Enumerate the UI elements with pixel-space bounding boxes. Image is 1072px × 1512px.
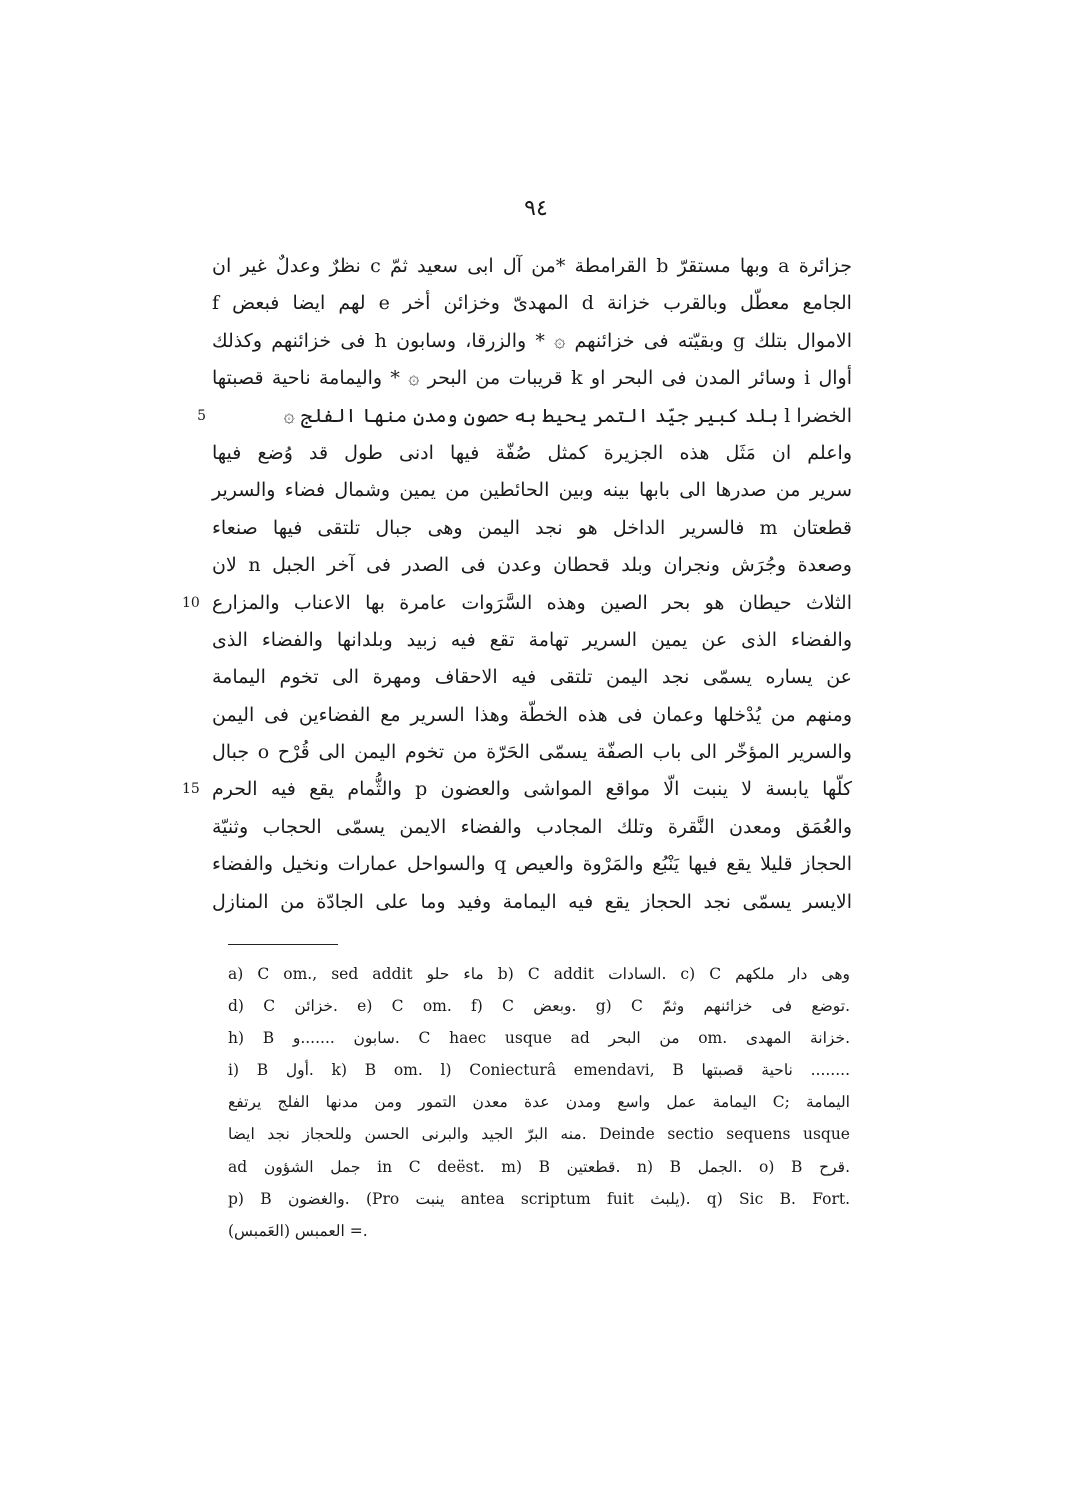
text-line (212, 697, 852, 734)
text-line (212, 435, 852, 472)
line-text: كلّها يابسة لا ينبت الّا مواقع المواشى والعضون p والثُّمام يقع فيه الحرم (212, 778, 852, 801)
page-number: ٩٤ (524, 196, 548, 221)
line-text: سرير من صدرها الى بابها بينه وبين الحائطين من يمين وشمال فضاء والسرير (212, 479, 852, 502)
line-text: والفضاء الذى عن يمين السرير تهامة تقع فيه زبيد وبلدانها والفضاء الذى (212, 628, 852, 651)
footnote-line: ad جمل الشؤون in C deëst. m) B قطعتين. n) B الجمل. o) B قرح. (228, 1157, 850, 1176)
text-line (212, 472, 852, 509)
text-line (212, 248, 852, 285)
text-line (212, 809, 852, 846)
main-text (182, 248, 853, 921)
text-line (212, 285, 852, 322)
line-number: 15 (182, 781, 200, 798)
footnote-line: i) B أول. k) B om. l) Coniecturâ emendavi, B ناحية قصبتها ........ (228, 1061, 851, 1080)
line-text: عن يساره يسمّى نجد اليمن تلتقى فيه الاحقاف ومهرة الى تخوم اليمامة (212, 666, 852, 689)
text-line (182, 585, 852, 622)
line-text: ومنهم من يُدْخلها وعمان فى هذه الخطّة وهذا السرير مع الفضاءين فى اليمن (212, 703, 852, 726)
text-line (212, 734, 852, 771)
line-text: الاموال بتلك g وبقيّته فى خزائنهم ۞ * والزرقا، وسابون h فى خزائنهم وكذلك (212, 329, 852, 352)
line-number: 10 (182, 594, 200, 611)
line-text: والعُمَق ومعدن النَّقرة وتلك المجادب والفضاء الايمن يسمّى الحجاب وثنيّة (212, 815, 852, 838)
line-text: الحجاز قليلا يقع فيها يَنْبُع والمَرْوة والعيص q والسواحل عمارات ونخيل والفضاء (212, 853, 852, 876)
line-text: الخضرا l بلد كبير جيّد التمر يحيط به حصون ومدن منها الفلج ۞ (283, 404, 852, 427)
line-number: 5 (197, 407, 206, 424)
line-text: الثلاث حيطان هو بحر الصين وهذه السَّرَوات عامرة بها الاعناب والمزارع (212, 591, 852, 614)
text-line (212, 846, 852, 883)
footnote-line: p) B والغضون. (Pro ينبت antea scriptum fuit يلبث). q) Sic B. Fort. (228, 1189, 851, 1208)
line-text: جزائرة a وبها مستقرّ b القرامطة *من آل ابى سعيد ثمّ c نظرٌ وعدلٌ غير ان (212, 255, 852, 277)
line-text: والسرير المؤخّر الى باب الصفّة يسمّى الحَرّة من تخوم اليمن الى قُرْح o جبال (212, 741, 852, 764)
line-text: قطعتان m فالسرير الداخل هو نجد اليمن وهى جبال تلتقى فيها صنعاء (212, 516, 852, 539)
footnote-line: d) C خزائن. e) C om. f) C وبعض. g) C توضع فى خزائنهم وثمّ. (228, 997, 851, 1016)
footnote-line: منه البرّ الجيد والبرنى الحسن وللحجاز نجد ايضا. Deinde sectio sequens usque (228, 1125, 850, 1144)
text-line (212, 510, 852, 547)
line-text: وصعدة وجُرَش ونجران وبلد قحطان وعدن فى الصدر فى آخر الجبل n لان (212, 554, 852, 577)
text-line (212, 547, 852, 584)
line-text: الايسر يسمّى نجد الحجاز يقع فيه اليمامة وفيد وما على الجادّة من المنازل (212, 890, 852, 913)
text-line (212, 360, 852, 397)
text-line (197, 398, 852, 435)
text-line (212, 622, 852, 659)
text-line (212, 323, 852, 360)
footnote-line: العمبس (العَمبس) =. (228, 1221, 368, 1240)
footnotes (228, 958, 850, 1247)
text-line (212, 659, 852, 696)
text-line (212, 884, 852, 921)
footnote-line: a) C om., sed addit ماء حلو b) C addit السادات. c) C وهى دار ملكهم (228, 965, 850, 983)
line-text: الجامع معطّل وبالقرب خزانة d المهدىّ وخزائن أخر e لهم ايضا فبعض f (212, 292, 852, 315)
line-text: أوال i وسائر المدن فى البحر او k قريبات من البحر ۞ * واليمامة ناحية قصبتها (212, 367, 853, 390)
footnote-line: اليمامة عمل واسع ومدن عدة معدن التمور ومن مدنها الفلج يرتفع C; اليمامة (228, 1093, 850, 1112)
footnote-divider (228, 944, 338, 945)
line-text: واعلم ان مَثَل هذه الجزيرة كمثل صُفّة فيها ادنى طول قد وُضع فيها (212, 441, 852, 464)
footnote-line: h) B سابون .......و. C haec usque ad من البحر om. خزانة المهدى. (228, 1029, 850, 1048)
text-line (182, 771, 852, 808)
